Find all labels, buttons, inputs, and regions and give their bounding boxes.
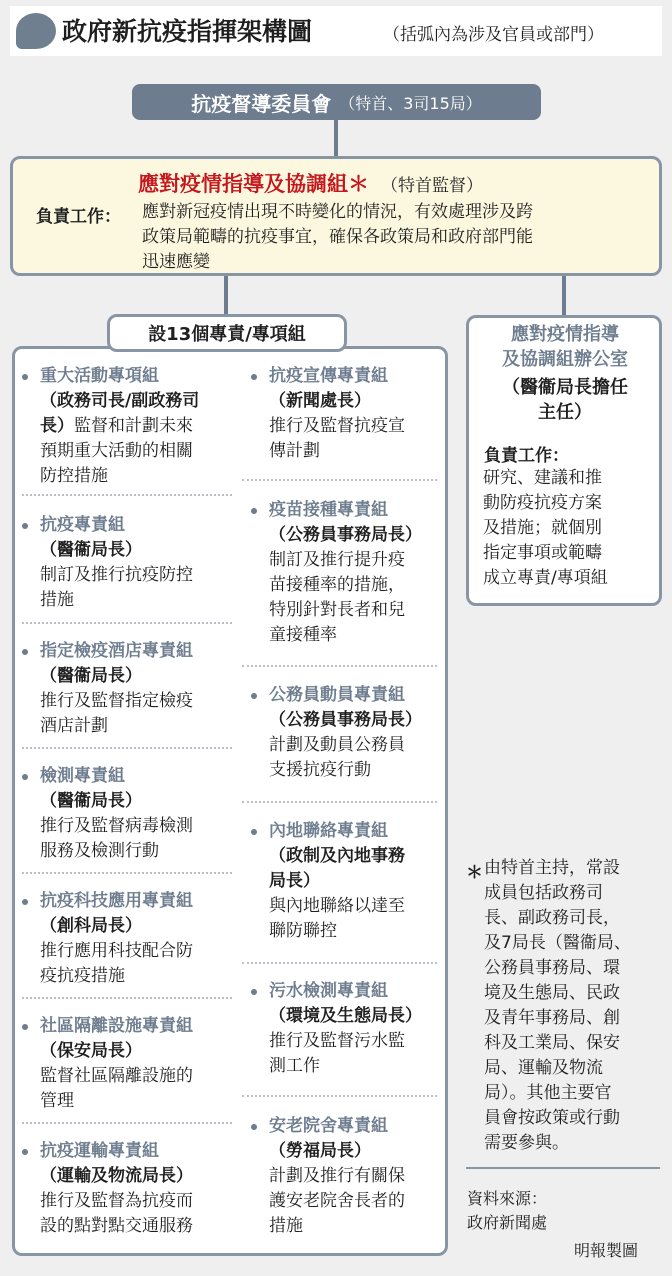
bullet-icon [251,693,257,699]
task-force-duty: 特別針對長者和兒 [269,600,405,620]
bullet-icon [251,508,257,514]
title-note: （括弧內為涉及官員或部門） [383,25,604,45]
task-force-item [269,498,439,648]
bullet-icon [22,1149,28,1155]
footnote-mark: ＊ [466,863,483,883]
task-force-duty: 苗接種率的措施， [269,575,405,595]
bullet-icon [251,989,257,995]
task-forces-header: 設13個專責/專項組 [107,314,347,352]
connector-steering-down-left [224,275,228,315]
task-force-name: 污水檢測專責組 [269,981,388,1001]
task-force-duty: 管理 [40,1091,74,1111]
task-force-head: （醫衞局長） [40,666,142,686]
footnote-line: 長、副政務司長， [484,908,620,928]
task-force-item [269,979,439,1079]
task-force-head: （運輸及物流局長） [40,1166,193,1186]
task-force-name: 抗疫運輸專責組 [40,1141,159,1161]
source-label: 資料來源： [467,1189,548,1208]
committee-name: 抗疫督導委員會 [191,91,332,116]
task-force-item [269,364,439,464]
divider [242,1095,437,1097]
task-force-duty: 預期重大活動的相關 [40,441,193,461]
task-force-head: （醫衞局長） [40,791,142,811]
office-duty-line: 指定事項或範疇 [483,543,602,563]
task-force-item [269,1114,439,1239]
footnote-line: 科及工業局、保安 [484,1033,620,1053]
task-force-item [269,683,439,783]
task-force-name: 重大活動專項組 [40,366,159,386]
task-force-duty: 疫抗疫措施 [40,966,125,986]
divider [242,479,437,481]
connector-committee-steering [334,120,338,157]
task-force-duty: 推行及監督病毒檢測 [40,816,193,836]
task-force-name: 安老院舍專責組 [269,1116,388,1136]
task-force-duty: 制訂及推行提升疫 [269,550,405,570]
task-force-duty: 聯防聯控 [269,921,337,941]
steering-duty [142,200,647,275]
bullet-icon [22,523,28,529]
task-force-item [269,819,439,944]
task-force-head: （環境及生態局長） [269,1006,422,1026]
steering-duty-line: 迅速應變 [142,252,210,272]
steering-duty-line: 政策局範疇的抗疫事宜，確保各政策局和政府部門能 [142,227,533,247]
task-force-head-line [40,414,240,439]
office-name [482,322,648,372]
office-name-line: 及協調組辦公室 [502,349,628,370]
office-duty-line: 成立專責/專項組 [483,568,608,588]
task-force-duty: 防控措施 [40,466,108,486]
task-force-duty: 計劃及推行有關保 [269,1166,405,1186]
committee-note: （特首、3司15局） [339,93,482,113]
footnote [484,856,660,1156]
task-force-head: （新聞處長） [269,391,371,411]
task-force-head: （公務員事務局長） [269,710,422,730]
steering-duty-line: 應對新冠疫情出現不時變化的情況，有效處理涉及跨 [142,202,533,222]
bullet-icon [251,374,257,380]
task-force-duty: 護安老院舍長者的 [269,1191,405,1211]
speech-bubble-icon [16,13,56,49]
divider [22,872,232,874]
bullet-icon [22,649,28,655]
divider [242,665,437,667]
footnote-line: 局、運輸及物流 [484,1058,603,1078]
task-force-name: 社區隔離設施專責組 [40,1016,193,1036]
footnote-line: 局）。其他主要官 [484,1083,612,1103]
divider [22,1122,232,1124]
footnote-line: 由特首主持，常設 [484,858,620,878]
task-force-name: 公務員動員專責組 [269,685,405,705]
task-force-head: 長） [40,416,74,436]
steering-group-note: （特首監督） [381,176,483,196]
task-force-item [40,1139,240,1239]
task-force-name: 內地聯絡專責組 [269,821,388,841]
task-force-duty: 措施 [269,1216,303,1236]
task-force-item [40,639,240,739]
task-force-name: 指定檢疫酒店專責組 [40,641,193,661]
task-force-duty: 童接種率 [269,625,337,645]
task-force-name: 抗疫宣傳專責組 [269,366,388,386]
task-force-duty: 推行應用科技配合防 [40,941,193,961]
task-force-duty: 推行及監督指定檢疫 [40,691,193,711]
office-duty-label: 負責工作： [484,446,569,466]
footnote-line: 成員包括政務司 [484,883,603,903]
committee-box [132,84,541,120]
task-force-duty: 監督和計劃未來 [74,416,193,436]
bullet-icon [22,1024,28,1030]
task-force-name: 抗疫科技應用專責組 [40,891,193,911]
footnote-line: 及青年事務局、創 [484,1008,620,1028]
task-force-duty: 傳計劃 [269,441,320,461]
task-force-duty: 服務及檢測行動 [40,841,159,861]
footnote-line: 境及生態局、民政 [484,983,620,1003]
source-value: 政府新聞處 [467,1213,548,1232]
task-force-head: （勞福局長） [269,1141,371,1161]
task-force-duty: 計劃及動員公務員 [269,735,405,755]
task-force-duty: 措施 [40,590,74,610]
steering-group-name: 應對疫情指導及協調組＊ [138,172,369,196]
office-head-line: （醫衞局長擔任 [502,377,628,398]
task-force-duty: 與內地聯絡以達至 [269,896,405,916]
task-force-head: （醫衞局長） [40,540,142,560]
office-head [482,375,648,425]
bullet-icon [22,774,28,780]
task-force-duty: 支援抗疫行動 [269,760,371,780]
divider [242,962,437,964]
divider [22,747,232,749]
task-force-duty: 酒店計劃 [40,716,108,736]
footnote-line: 及7局長（醫衞局、 [484,933,631,953]
office-duty-line: 研究、建議和推 [483,468,602,488]
footnote-line: 員會按政策或行動 [484,1108,620,1128]
task-force-duty: 監督社區隔離設施的 [40,1066,193,1086]
bullet-icon [22,374,28,380]
bullet-icon [251,829,257,835]
connector-steering-down-right [562,275,566,316]
steering-duty-label: 負責工作： [36,207,121,227]
office-duty-line: 動防疫抗疫方案 [483,493,602,513]
task-force-item [40,889,240,989]
task-force-duty: 推行及監督污水監 [269,1031,405,1051]
task-force-name: 疫苗接種專責組 [269,500,388,520]
task-force-item [40,364,240,489]
divider [22,997,232,999]
task-force-duty: 設的點對點交通服務 [40,1216,193,1236]
bullet-icon [22,899,28,905]
task-force-head: （創科局長） [40,916,142,936]
office-head-line: 主任） [538,402,592,423]
task-force-head: 局長） [269,871,320,891]
office-duty-line: 及措施；就個別 [483,518,602,538]
task-force-duty: 推行及監督抗疫宣 [269,416,405,436]
credit: 明報製圖 [574,1241,639,1260]
footnote-line: 公務員事務局、環 [484,958,620,978]
footnote-line: 需要參與。 [484,1133,569,1153]
steering-group-heading [138,168,483,198]
task-force-head: （政制及內地事務 [269,846,405,866]
divider [22,494,232,496]
office-duty [483,466,648,591]
divider [242,801,437,803]
footer-divider [466,1167,660,1169]
task-force-duty: 制訂及推行抗疫防控 [40,565,193,585]
task-force-item [40,1014,240,1114]
task-force-duty: 推行及監督為抗疫而 [40,1191,193,1211]
task-force-item [40,764,240,864]
bullet-icon [251,1124,257,1130]
task-force-head: （公務員事務局長） [269,525,422,545]
task-force-duty: 測工作 [269,1056,320,1076]
task-force-head: （政務司長/副政務司 [40,391,200,411]
task-force-name: 抗疫專責組 [40,515,125,535]
page-title: 政府新抗疫指揮架構圖 [62,17,313,46]
office-name-line: 應對疫情指導 [511,324,619,345]
task-force-item [40,513,240,613]
task-force-head: （保安局長） [40,1041,142,1061]
divider [22,622,232,624]
task-force-name: 檢測專責組 [40,766,125,786]
